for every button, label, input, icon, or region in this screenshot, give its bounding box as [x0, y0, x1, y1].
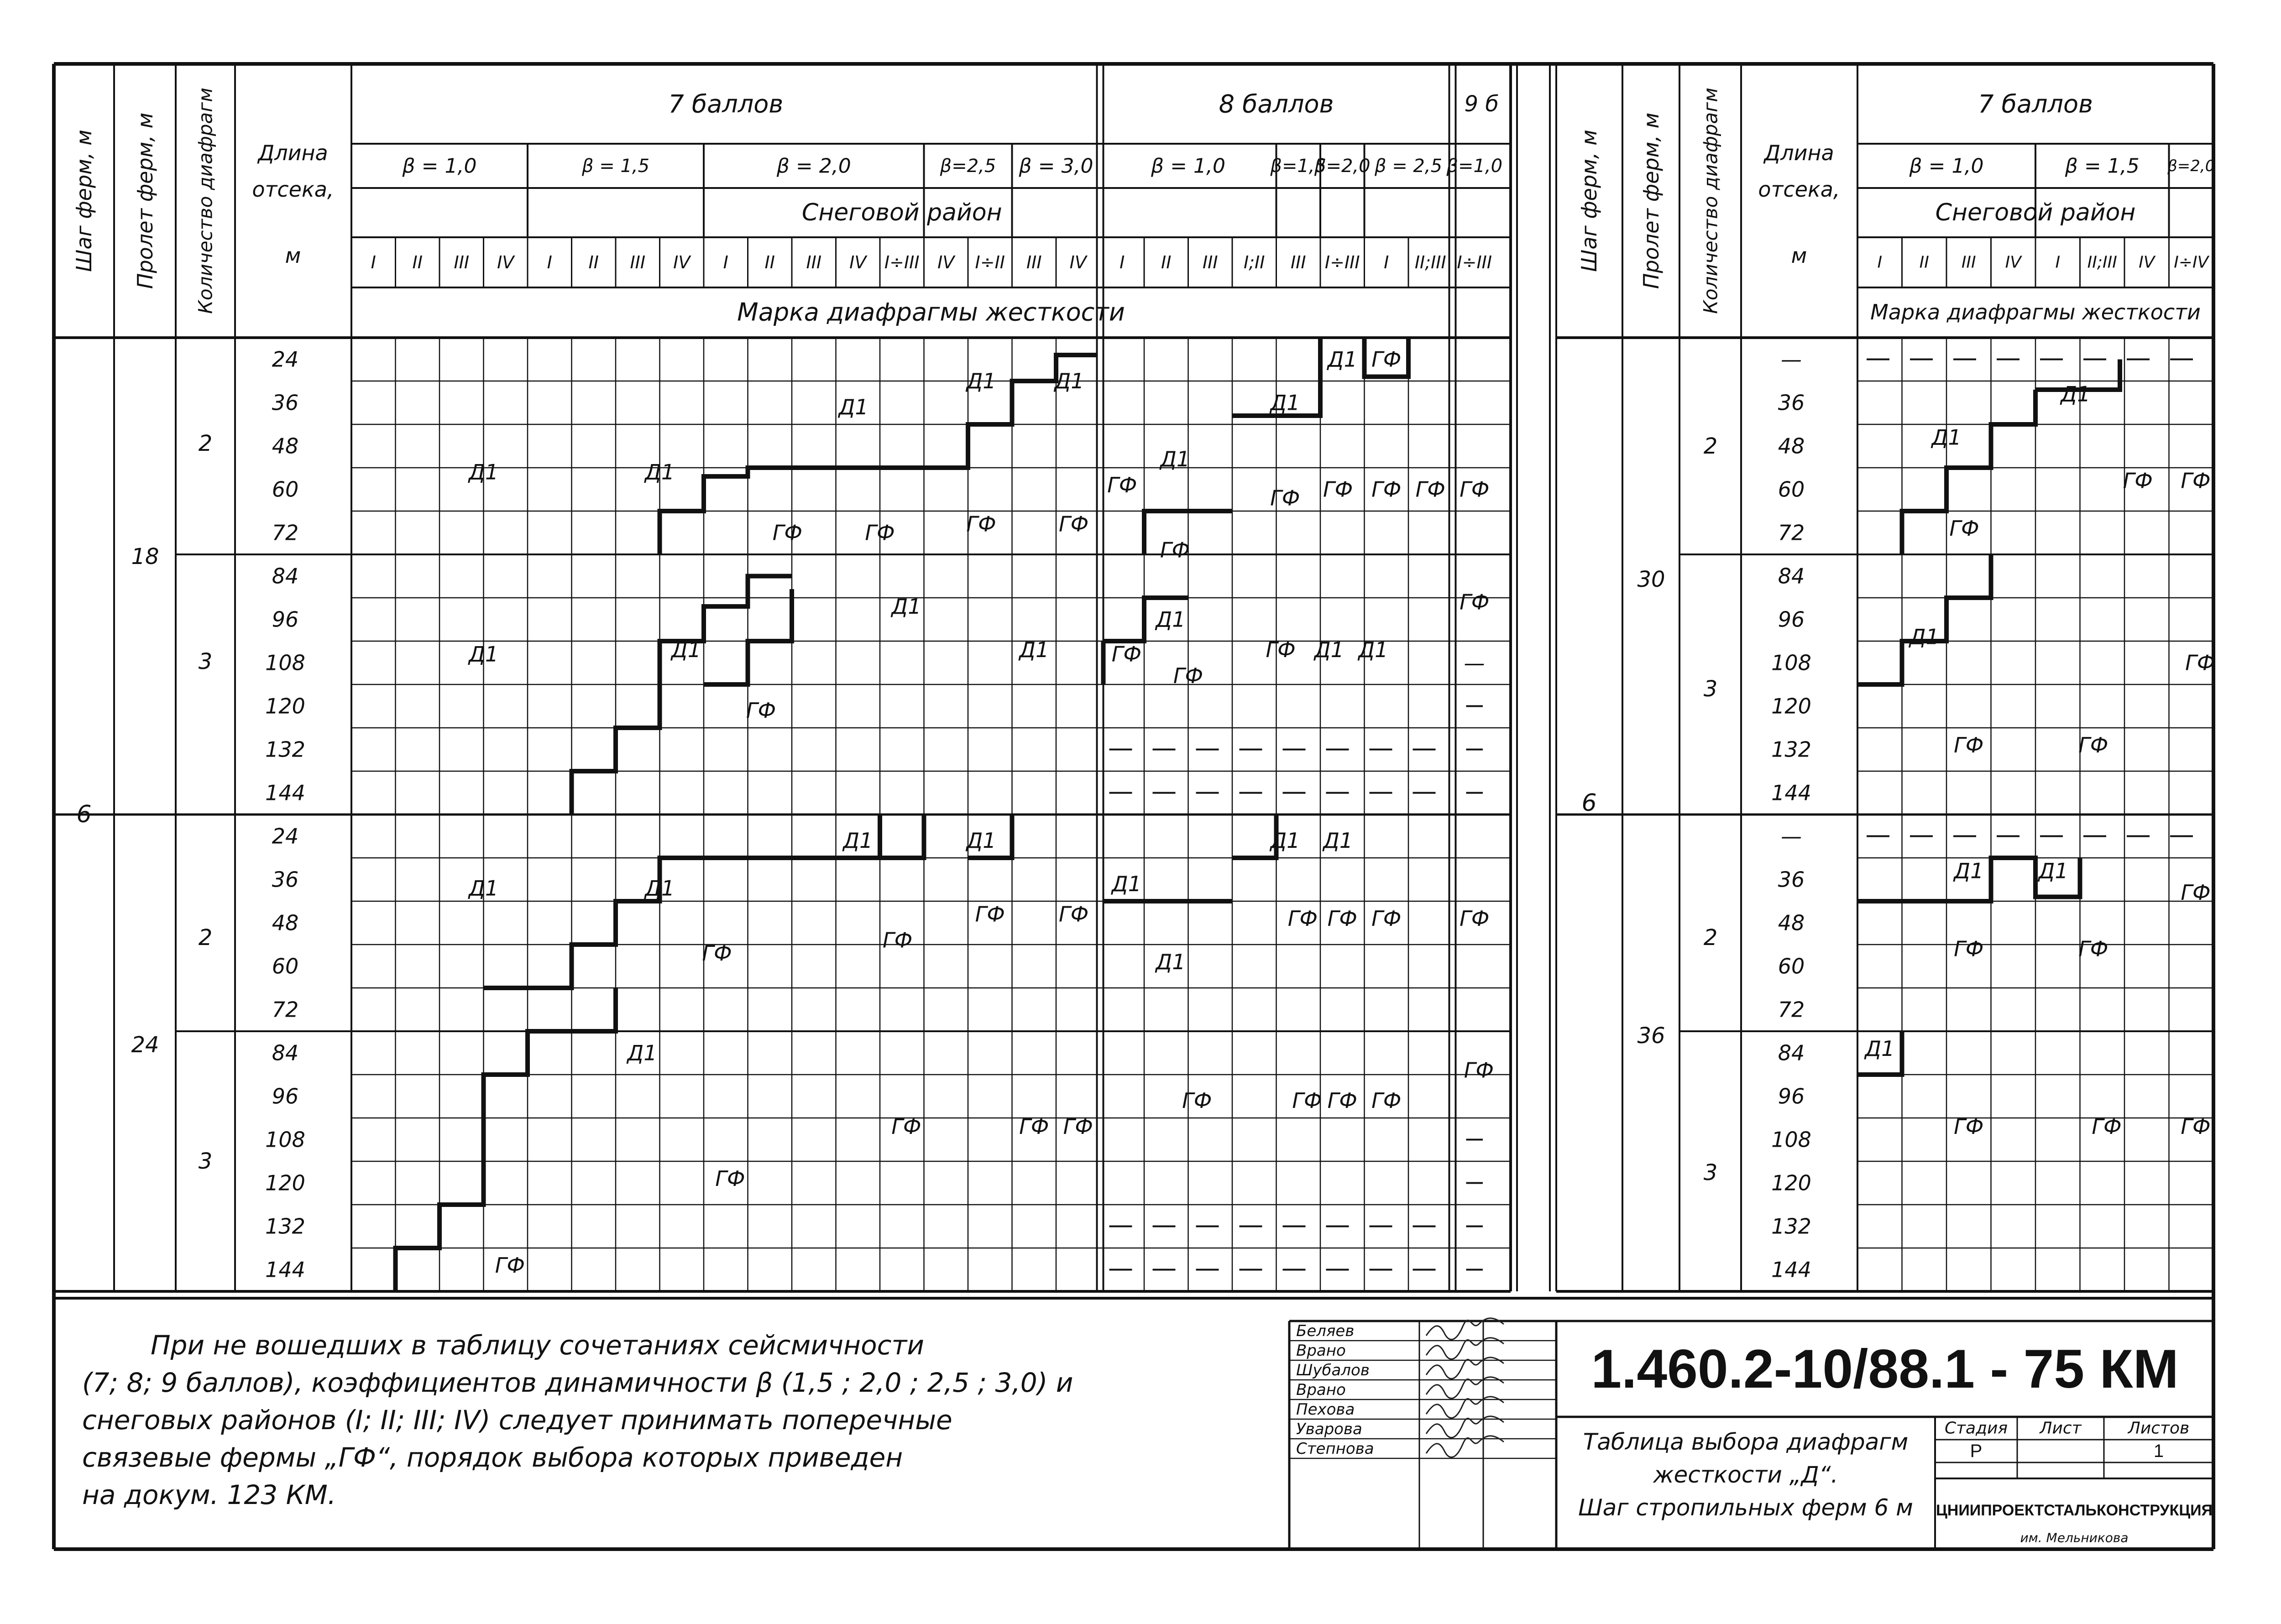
diaphragm-mark: Д1 [644, 876, 675, 901]
stage-label: Стадия [1944, 1419, 2008, 1438]
header-length: м [1791, 243, 1807, 268]
length-value: 108 [1771, 650, 1811, 675]
diaphragm-mark: Д1 [468, 642, 499, 667]
length-value: 60 [272, 954, 299, 979]
signer-name: Шубалов [1296, 1361, 1370, 1379]
header-span: Пролет ферм, м [1639, 112, 1664, 289]
snow-region: II [1161, 252, 1172, 272]
snow-region: IV [2139, 253, 2155, 272]
diaphragm-mark: Д1 [1156, 950, 1186, 974]
diaphragm-mark: ГФ [1954, 1114, 1984, 1139]
diaphragm-mark: Д1 [1054, 369, 1084, 393]
beta-label: β = 1,0 [1151, 154, 1225, 178]
snow-region: I÷IV [2174, 253, 2209, 272]
diaphragm-mark: ГФ [1107, 473, 1137, 497]
diaphragm-mark: ГФ [2181, 468, 2211, 493]
diaphragm-mark: ГФ [1327, 906, 1357, 931]
span-value: 36 [1637, 1023, 1665, 1049]
diaphragm-mark: ГФ [1460, 906, 1490, 931]
diaphragm-mark: ГФ [1019, 1114, 1049, 1139]
length-value: 120 [265, 694, 305, 719]
diaphragm-mark: ГФ [1111, 642, 1142, 667]
diaphragm-mark: ГФ [2092, 1114, 2122, 1139]
diaphragm-mark: Д1 [1358, 637, 1388, 662]
length-value: 120 [265, 1170, 305, 1196]
count-value: 2 [198, 925, 213, 950]
diaphragm-mark: Д1 [1270, 828, 1300, 853]
diaphragm-mark: Д1 [1327, 347, 1357, 372]
document-code: 1.460.2-10/88.1 - 75 КМ [1591, 1338, 2179, 1399]
note-line: связевые фермы „ГФ“, порядок выбора которых приведен [82, 1442, 903, 1473]
length-value: 24 [272, 824, 299, 849]
snow-region: I÷II [975, 252, 1005, 272]
beta-label: β = 1,5 [581, 156, 650, 177]
beta-label: β = 2,0 [776, 154, 851, 178]
doc-title: Таблица выбора диафрагм [1583, 1429, 1909, 1455]
snow-region: III [1290, 252, 1306, 272]
diaphragm-mark: ГФ [772, 520, 802, 545]
dash-mark: — [1464, 651, 1485, 675]
diaphragm-mark: Д1 [1160, 447, 1190, 471]
snow-region: I [1384, 252, 1389, 272]
group-9: 9 б [1464, 91, 1499, 117]
header-length: Длина [1764, 141, 1834, 165]
snow-region: I [371, 252, 376, 272]
signer-name: Степнова [1296, 1440, 1374, 1458]
length-value: 132 [265, 1214, 305, 1239]
diaphragm-mark: ГФ [1460, 477, 1490, 502]
diaphragm-mark: ГФ [2185, 650, 2215, 675]
diaphragm-mark: Д1 [2061, 381, 2091, 407]
diaphragm-mark: ГФ [1173, 663, 1203, 688]
diaphragm-mark: ГФ [1292, 1088, 1322, 1113]
diaphragm-mark: ГФ [702, 941, 732, 966]
snow-region: IV [1069, 252, 1087, 272]
diaphragm-mark: Д1 [891, 594, 921, 619]
length-value: 120 [1771, 694, 1811, 719]
beta-label: β=2,0 [1314, 156, 1371, 177]
snow-region: III [630, 252, 646, 272]
diaphragm-mark: ГФ [1182, 1088, 1212, 1113]
diaphragm-mark: Д1 [966, 369, 996, 393]
diaphragm-mark: ГФ [1270, 486, 1300, 511]
header-mark: Марка диафрагмы жесткости [737, 298, 1125, 327]
diaphragm-mark: Д1 [1156, 607, 1186, 632]
doc-title: Шаг стропильных ферм 6 м [1578, 1494, 1913, 1521]
snow-region: I [1120, 252, 1125, 272]
diaphragm-mark: ГФ [882, 928, 913, 953]
snow-region: II [588, 252, 599, 272]
length-value: 96 [272, 1084, 299, 1109]
signer-name: Врано [1296, 1342, 1346, 1360]
diaphragm-mark: Д1 [468, 460, 499, 485]
diaphragm-mark: Д1 [1954, 858, 1984, 883]
header-length: отсека, [1758, 177, 1840, 202]
length-value: 144 [1771, 1257, 1811, 1282]
diaphragm-mark: ГФ [1371, 477, 1402, 502]
length-value: 72 [1778, 520, 1805, 545]
diaphragm-mark: ГФ [1063, 1114, 1093, 1139]
diaphragm-mark: Д1 [627, 1040, 657, 1065]
snow-region: IV [937, 252, 955, 272]
diaphragm-mark: ГФ [2078, 936, 2108, 961]
group-7: 7 баллов [1978, 89, 2093, 119]
beta-label: β = 1,0 [1909, 154, 1984, 178]
length-value: 84 [272, 564, 299, 589]
diaphragm-mark: ГФ [1460, 590, 1490, 615]
beta-label: β=2,0 [2167, 157, 2215, 175]
diaphragm-mark: Д1 [1314, 637, 1344, 662]
length-value: 48 [272, 433, 299, 459]
diaphragm-mark: Д1 [644, 460, 675, 485]
header-step: Шаг ферм, м [72, 130, 96, 272]
signer-name: Пехова [1296, 1400, 1355, 1419]
beta-label: β = 1,0 [402, 154, 477, 178]
diaphragm-mark: ГФ [1949, 516, 1979, 541]
sheets-label: Листов [2128, 1419, 2190, 1438]
length-value: 108 [265, 1127, 305, 1152]
diaphragm-mark: ГФ [966, 512, 996, 537]
length-value: 72 [1778, 997, 1805, 1022]
length-value: 132 [1771, 1214, 1811, 1239]
diaphragm-mark: ГФ [1058, 902, 1089, 927]
length-value: 72 [272, 520, 299, 545]
signer-name: Беляев [1296, 1322, 1355, 1340]
count-value: 3 [1703, 676, 1718, 702]
diaphragm-mark: ГФ [975, 902, 1005, 927]
length-value: 60 [1778, 477, 1805, 502]
snow-region: II [764, 252, 775, 272]
beta-label: β=1,5 [1270, 156, 1327, 177]
beta-label: β=2,5 [940, 156, 996, 177]
diaphragm-mark: ГФ [1160, 538, 1190, 563]
diaphragm-mark: ГФ [1371, 906, 1402, 931]
snow-region: IV [497, 252, 514, 272]
length-value: 84 [1778, 564, 1805, 589]
snow-region: I÷III [1457, 252, 1492, 272]
length-value: 84 [272, 1040, 299, 1065]
note-line: При не вошедших в таблицу сочетаниях сейсмичности [151, 1330, 924, 1361]
snow-region: I [723, 252, 728, 272]
signer-name: Врано [1296, 1381, 1346, 1399]
header-count: Количество диафрагм [194, 88, 217, 314]
diaphragm-mark: Д1 [1019, 637, 1049, 662]
diaphragm-mark: ГФ [1371, 347, 1402, 372]
snow-region: I;II [1244, 252, 1265, 272]
snow-region: II [1919, 253, 1929, 272]
diaphragm-mark: ГФ [1058, 512, 1089, 537]
diaphragm-mark: ГФ [1287, 906, 1318, 931]
snow-region: III [1202, 252, 1218, 272]
snow-region: III [1026, 252, 1042, 272]
diaphragm-mark: Д1 [1865, 1036, 1895, 1061]
snow-region: I÷III [1324, 252, 1360, 272]
diaphragm-mark: Д1 [1111, 872, 1142, 896]
diaphragm-mark: ГФ [1415, 477, 1445, 502]
diaphragm-mark: ГФ [2181, 1114, 2211, 1139]
doc-title: жесткости „Д“. [1653, 1462, 1838, 1488]
diaphragm-mark: Д1 [966, 828, 996, 853]
header-length: Длина [258, 141, 328, 165]
snow-region: III [806, 252, 822, 272]
span-value: 24 [131, 1032, 159, 1058]
length-value: 84 [1778, 1040, 1805, 1065]
diaphragm-mark: Д1 [2038, 858, 2068, 883]
diaphragm-mark: ГФ [2123, 468, 2153, 493]
snow-region: IV [849, 252, 867, 272]
length-value: 48 [272, 910, 299, 935]
length-value: — [1781, 347, 1802, 372]
count-value: 3 [198, 1149, 213, 1174]
length-value: 96 [1778, 607, 1805, 632]
diaphragm-mark: Д1 [671, 637, 701, 662]
diaphragm-mark: ГФ [1323, 477, 1353, 502]
length-value: 120 [1771, 1170, 1811, 1196]
length-value: 36 [272, 867, 299, 892]
header-step: Шаг ферм, м [1577, 130, 1601, 272]
step-value: 6 [76, 801, 92, 828]
step-value: 6 [1581, 789, 1597, 817]
diaphragm-mark: ГФ [1327, 1088, 1357, 1113]
header-count: Количество диафрагм [1699, 88, 1722, 314]
header-span: Пролет ферм, м [133, 112, 157, 289]
diaphragm-mark: Д1 [1931, 425, 1962, 450]
length-value: 132 [265, 737, 305, 762]
diaphragm-mark: ГФ [1266, 637, 1296, 662]
length-value: 132 [1771, 737, 1811, 762]
diaphragm-mark: ГФ [865, 520, 895, 545]
diaphragm-mark: ГФ [715, 1166, 745, 1191]
span-value: 18 [131, 544, 159, 569]
length-value: 48 [1778, 910, 1805, 935]
diaphragm-mark: ГФ [746, 698, 776, 723]
diaphragm-mark: ГФ [2181, 880, 2211, 905]
length-value: 36 [272, 390, 299, 415]
diaphragm-mark: Д1 [468, 876, 499, 901]
count-value: 2 [1703, 433, 1718, 459]
stage-value: Р [1970, 1441, 1983, 1461]
snow-region: III [1961, 253, 1976, 272]
beta-label: β = 2,5 [1374, 156, 1443, 177]
length-value: 144 [1771, 780, 1811, 805]
snow-region: IV [673, 252, 691, 272]
diaphragm-mark: Д1 [1270, 390, 1300, 415]
snow-region: I [547, 252, 552, 272]
snow-region: II [412, 252, 423, 272]
diaphragm-mark: Д1 [843, 828, 873, 853]
note-line: снеговых районов (I; II; III; IV) следует принимать поперечные [82, 1405, 952, 1436]
group-8: 8 баллов [1219, 89, 1334, 119]
diaphragm-mark: ГФ [1954, 733, 1984, 757]
sheets-value: 1 [2153, 1441, 2164, 1461]
count-value: 3 [198, 649, 213, 674]
diaphragm-mark: ГФ [891, 1114, 921, 1139]
diaphragm-mark: ГФ [1954, 936, 1984, 961]
length-value: 60 [272, 477, 299, 502]
organization: ЦНИИПРОЕКТСТАЛЬКОНСТРУКЦИЯ [1936, 1502, 2213, 1519]
sheet-label: Лист [2040, 1419, 2082, 1438]
signer-name: Уварова [1296, 1420, 1362, 1438]
note-line: (7; 8; 9 баллов), коэффициентов динамичности β (1,5 ; 2,0 ; 2,5 ; 3,0) и [82, 1367, 1073, 1398]
group-7: 7 баллов [668, 89, 784, 119]
beta-label: β=1,0 [1446, 156, 1503, 177]
length-value: 108 [1771, 1127, 1811, 1152]
length-value: 36 [1778, 867, 1805, 892]
header-mark: Марка диафрагмы жесткости [1870, 300, 2201, 324]
snow-region: I÷III [884, 252, 920, 272]
span-value: 30 [1637, 567, 1665, 592]
diaphragm-mark: Д1 [838, 395, 868, 419]
snow-region: I [2055, 253, 2061, 272]
note-line: на докум. 123 КМ. [82, 1479, 336, 1510]
length-value: 24 [272, 347, 299, 372]
count-value: 3 [1703, 1160, 1718, 1185]
length-value: 96 [272, 607, 299, 632]
diaphragm-mark: ГФ [495, 1253, 525, 1278]
count-value: 2 [198, 431, 213, 456]
length-value: 108 [265, 650, 305, 675]
snow-region: III [454, 252, 470, 272]
length-value: 36 [1778, 390, 1805, 415]
snow-region: IV [2005, 253, 2021, 272]
snow-region: II;III [1414, 252, 1446, 272]
diaphragm-mark: Д1 [1909, 624, 1939, 649]
snow-region: II;III [2087, 253, 2117, 272]
length-value: 48 [1778, 433, 1805, 459]
length-value: 96 [1778, 1084, 1805, 1109]
length-value: 144 [265, 1257, 305, 1282]
header-length: отсека, [252, 177, 334, 202]
diaphragm-mark: Д1 [1323, 828, 1353, 853]
header-length: м [285, 243, 301, 268]
length-value: 72 [272, 997, 299, 1022]
diaphragm-mark: ГФ [1464, 1058, 1494, 1083]
length-value: — [1781, 824, 1802, 849]
length-value: 60 [1778, 954, 1805, 979]
beta-label: β = 1,5 [2065, 154, 2140, 178]
header-snow: Снеговой район [801, 199, 1002, 226]
snow-region: I [1877, 253, 1883, 272]
length-value: 144 [265, 780, 305, 805]
count-value: 2 [1703, 925, 1718, 950]
diaphragm-mark: ГФ [2078, 733, 2108, 757]
beta-label: β = 3,0 [1019, 154, 1093, 178]
diaphragm-mark: ГФ [1371, 1088, 1402, 1113]
header-snow: Снеговой район [1935, 199, 2136, 226]
organization-sub: им. Мельникова [2020, 1530, 2129, 1546]
